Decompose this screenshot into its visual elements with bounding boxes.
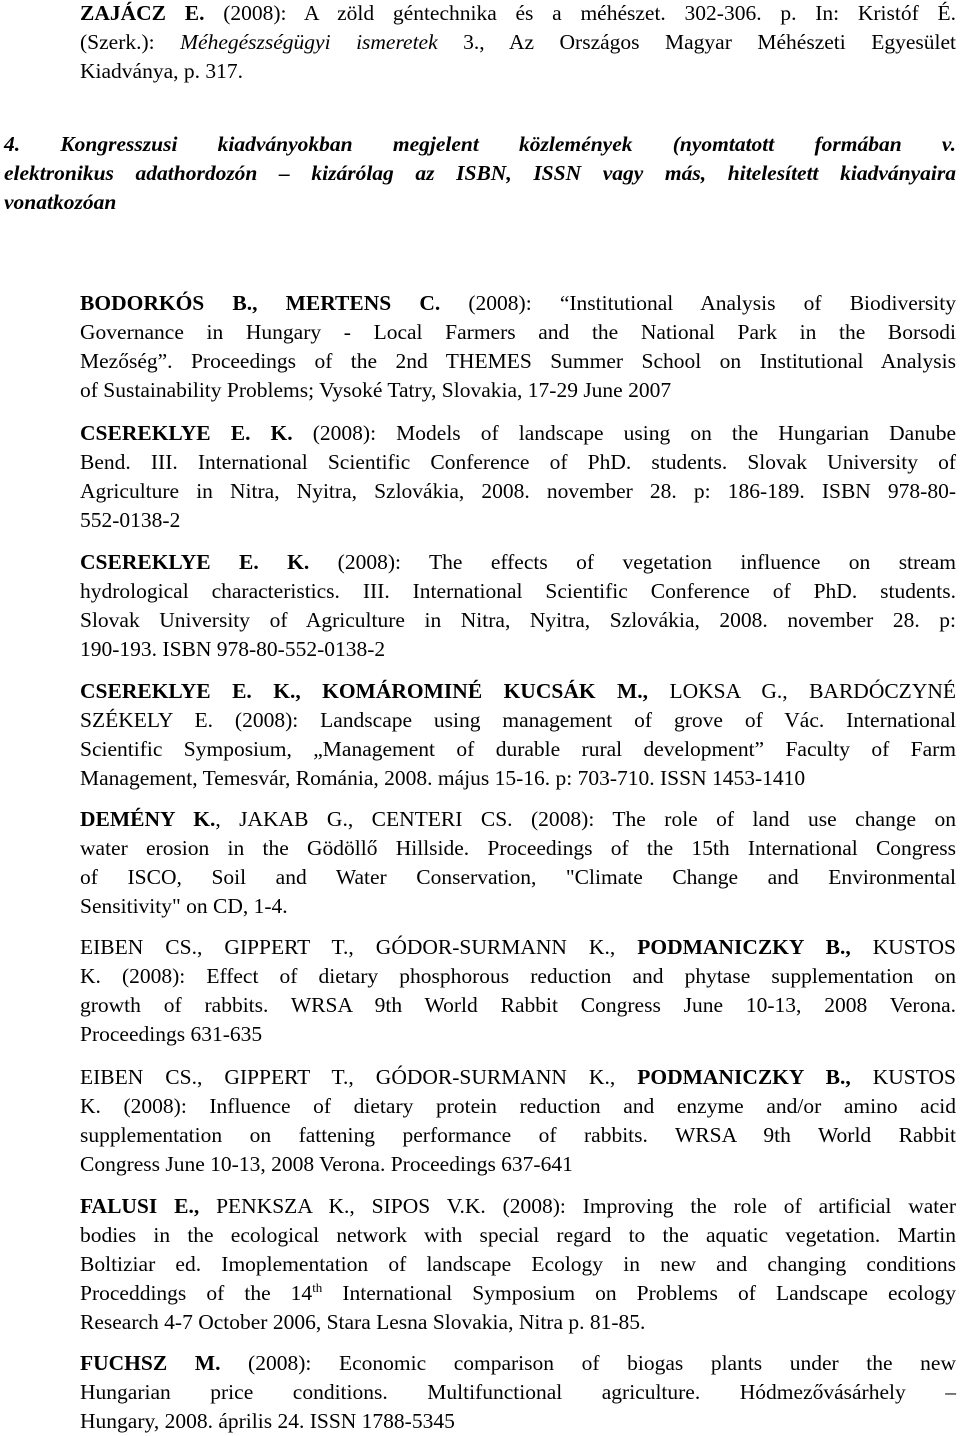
entry-line bbox=[80, 1121, 956, 1150]
entry-text: Mezőség”. Proceedings of the 2nd THEMES Summer School on Institutional Analysis bbox=[80, 349, 956, 373]
publication-entry bbox=[80, 548, 956, 664]
entry-text: LOKSA G., BARDÓCZYNÉ bbox=[648, 679, 957, 703]
entry-text: Research 4-7 October 2006, Stara Lesna Slovakia, Nitra p. 81-85. bbox=[80, 1310, 646, 1334]
entry-text: 552-0138-2 bbox=[80, 508, 181, 532]
entry-line bbox=[80, 805, 956, 834]
entry-line bbox=[80, 635, 956, 664]
entry-text: of Sustainability Problems; Vysoké Tatry, Slovakia, 17-29 June 2007 bbox=[80, 378, 672, 402]
entry-text: 190-193. ISBN 978-80-552-0138-2 bbox=[80, 637, 386, 661]
entry-author: BODORKÓS B., MERTENS C. bbox=[80, 291, 441, 315]
entry-text: of ISCO, Soil and Water Conservation, "Climate Change and Environmental bbox=[80, 865, 956, 889]
entry-author: DEMÉNY K. bbox=[80, 807, 216, 831]
entry-text: Slovak University of Agriculture in Nitra, Nyitra, Szlovákia, 2008. november 28. p: bbox=[80, 608, 956, 632]
entry-text: International Symposium on Problems of Landscape ecology bbox=[322, 1281, 957, 1305]
entry-line bbox=[80, 1150, 956, 1179]
entry-text: , JAKAB G., CENTERI CS. (2008): The role of land use change on bbox=[215, 807, 956, 831]
entry-line bbox=[80, 706, 956, 735]
entry-line bbox=[80, 1092, 956, 1121]
entry-line bbox=[80, 606, 956, 635]
entry-text: Boltiziar ed. Imoplementation of landscape Ecology in new and changing conditions bbox=[80, 1252, 956, 1276]
reference-title: Méhegészségügyi ismeretek bbox=[180, 30, 438, 54]
entry-author: CSEREKLYE E. K. bbox=[80, 421, 293, 445]
entry-line bbox=[80, 548, 956, 577]
reference-text: 3., Az Országos Magyar Méhészeti Egyesület bbox=[437, 30, 957, 54]
publication-entry bbox=[80, 1192, 956, 1337]
entry-text: K. (2008): Influence of dietary protein reduction and enzyme and/or amino acid bbox=[80, 1094, 956, 1118]
section-heading-line: elektronikus adathordozón – kizárólag az ISBN, ISSN vagy más, hitelesített kiadványaira bbox=[4, 161, 956, 185]
entry-line bbox=[80, 1378, 956, 1407]
publication-entry bbox=[80, 933, 956, 1049]
entry-line bbox=[80, 448, 956, 477]
reference-line: Kiadványa, p. 317. bbox=[80, 59, 244, 83]
publication-entry bbox=[80, 677, 956, 793]
entry-text: (2008): “Institutional Analysis of Biodiversity bbox=[440, 291, 956, 315]
entry-line bbox=[80, 347, 956, 376]
entry-text: Scientific Symposium, „Management of durable rural development” Faculty of Farm bbox=[80, 737, 956, 761]
entry-line bbox=[80, 863, 956, 892]
entry-line bbox=[80, 289, 956, 318]
entry-text: Governance in Hungary - Local Farmers and the National Park in the Borsodi bbox=[80, 320, 956, 344]
entry-author: CSEREKLYE E. K., KOMÁROMINÉ KUCSÁK M., bbox=[80, 679, 649, 703]
entry-text: bodies in the ecological network with special regard to the aquatic vegetation. Martin bbox=[80, 1223, 956, 1247]
entry-line bbox=[80, 477, 956, 506]
entry-text: Congress June 10-13, 2008 Verona. Proceedings 637-641 bbox=[80, 1152, 573, 1176]
publication-entry bbox=[80, 419, 956, 535]
entry-line bbox=[80, 1250, 956, 1279]
entry-text: PENKSZA K., SIPOS V.K. (2008): Improving the role of artificial water bbox=[199, 1194, 956, 1218]
entry-text: Hungarian price conditions. Multifunctional agriculture. Hódmezővásárhely – bbox=[80, 1380, 956, 1404]
entry-line bbox=[80, 1221, 956, 1250]
entry-line bbox=[80, 1407, 956, 1436]
entry-text: EIBEN CS., GIPPERT T., GÓDOR-SURMANN K., bbox=[80, 935, 638, 959]
reference-author: ZAJÁCZ E. bbox=[80, 1, 205, 25]
entry-line bbox=[80, 933, 956, 962]
entry-line bbox=[80, 506, 956, 535]
entry-line bbox=[80, 1308, 956, 1337]
entry-text: KUSTOS bbox=[850, 1065, 956, 1089]
entry-line bbox=[80, 1063, 956, 1092]
entry-author: PODMANICZKY B., bbox=[637, 1065, 851, 1089]
entry-line bbox=[80, 318, 956, 347]
entry-text: KUSTOS bbox=[850, 935, 956, 959]
reference-text: (2008): A zöld géntechnika és a méhészet. 302-306. p. In: Kristóf É. bbox=[204, 1, 956, 25]
entry-line bbox=[80, 677, 956, 706]
entry-text: SZÉKELY E. (2008): Landscape using management of grove of Vác. International bbox=[80, 708, 956, 732]
entry-text: (2008): The effects of vegetation influence on stream bbox=[309, 550, 956, 574]
publication-entry bbox=[80, 805, 956, 921]
entry-text: (2008): Economic comparison of biogas plants under the new bbox=[220, 1351, 956, 1375]
entry-line bbox=[80, 1020, 956, 1049]
entry-line bbox=[80, 735, 956, 764]
entry-author: PODMANICZKY B., bbox=[637, 935, 851, 959]
section-heading-line: vonatkozóan bbox=[4, 190, 117, 214]
entry-text: Sensitivity" on CD, 1-4. bbox=[80, 894, 288, 918]
reference-line bbox=[80, 28, 956, 57]
reference-line bbox=[80, 0, 956, 28]
entry-line bbox=[80, 1192, 956, 1221]
entry-author: CSEREKLYE E. K. bbox=[80, 550, 310, 574]
entry-line bbox=[80, 419, 956, 448]
entry-line bbox=[80, 962, 956, 991]
entry-line bbox=[80, 834, 956, 863]
entry-text: Proceedings 631-635 bbox=[80, 1022, 263, 1046]
entry-author: FALUSI E., bbox=[80, 1194, 200, 1218]
publication-entry bbox=[80, 289, 956, 405]
entry-line bbox=[80, 764, 956, 793]
entry-text: Bend. III. International Scientific Conference of PhD. students. Slovak University of bbox=[80, 450, 956, 474]
entry-text: Proceddings of the 14 bbox=[80, 1281, 313, 1305]
entry-text: Agriculture in Nitra, Nyitra, Szlovákia, 2008. november 28. p: 186-189. ISBN 978-80- bbox=[80, 479, 956, 503]
entry-line bbox=[80, 892, 956, 921]
entry-author: FUCHSZ M. bbox=[80, 1351, 221, 1375]
publication-entry bbox=[80, 1063, 956, 1179]
entry-line bbox=[80, 1349, 956, 1378]
entry-text: hydrological characteristics. III. International Scientific Conference of PhD. students. bbox=[80, 579, 956, 603]
entry-text: K. (2008): Effect of dietary phosphorous reduction and phytase supplementation on bbox=[80, 964, 956, 988]
section-heading bbox=[4, 130, 956, 217]
entry-text: Management, Temesvár, Románia, 2008. május 15-16. p: 703-710. ISSN 1453-1410 bbox=[80, 766, 806, 790]
entry-superscript: th bbox=[312, 1280, 323, 1295]
reference-text: (Szerk.): bbox=[80, 30, 181, 54]
entry-text: water erosion in the Gödöllő Hillside. Proceedings of the 15th International Congress bbox=[80, 836, 956, 860]
entry-text: supplementation on fattening performance of rabbits. WRSA 9th World Rabbit bbox=[80, 1123, 956, 1147]
entry-text: (2008): Models of landscape using on the Hungarian Danube bbox=[292, 421, 956, 445]
entry-text: Hungary, 2008. április 24. ISSN 1788-5345 bbox=[80, 1409, 455, 1433]
entry-line bbox=[80, 577, 956, 606]
entry-line bbox=[80, 376, 956, 405]
entry-line bbox=[80, 1279, 956, 1308]
entry-line bbox=[80, 991, 956, 1020]
entry-text: growth of rabbits. WRSA 9th World Rabbit Congress June 10-13, 2008 Verona. bbox=[80, 993, 956, 1017]
entry-text: EIBEN CS., GIPPERT T., GÓDOR-SURMANN K., bbox=[80, 1065, 638, 1089]
previous-reference bbox=[80, 0, 956, 86]
section-heading-line: 4. Kongresszusi kiadványokban megjelent közlemények (nyomtatott formában v. bbox=[4, 132, 956, 156]
publication-entry bbox=[80, 1349, 956, 1436]
